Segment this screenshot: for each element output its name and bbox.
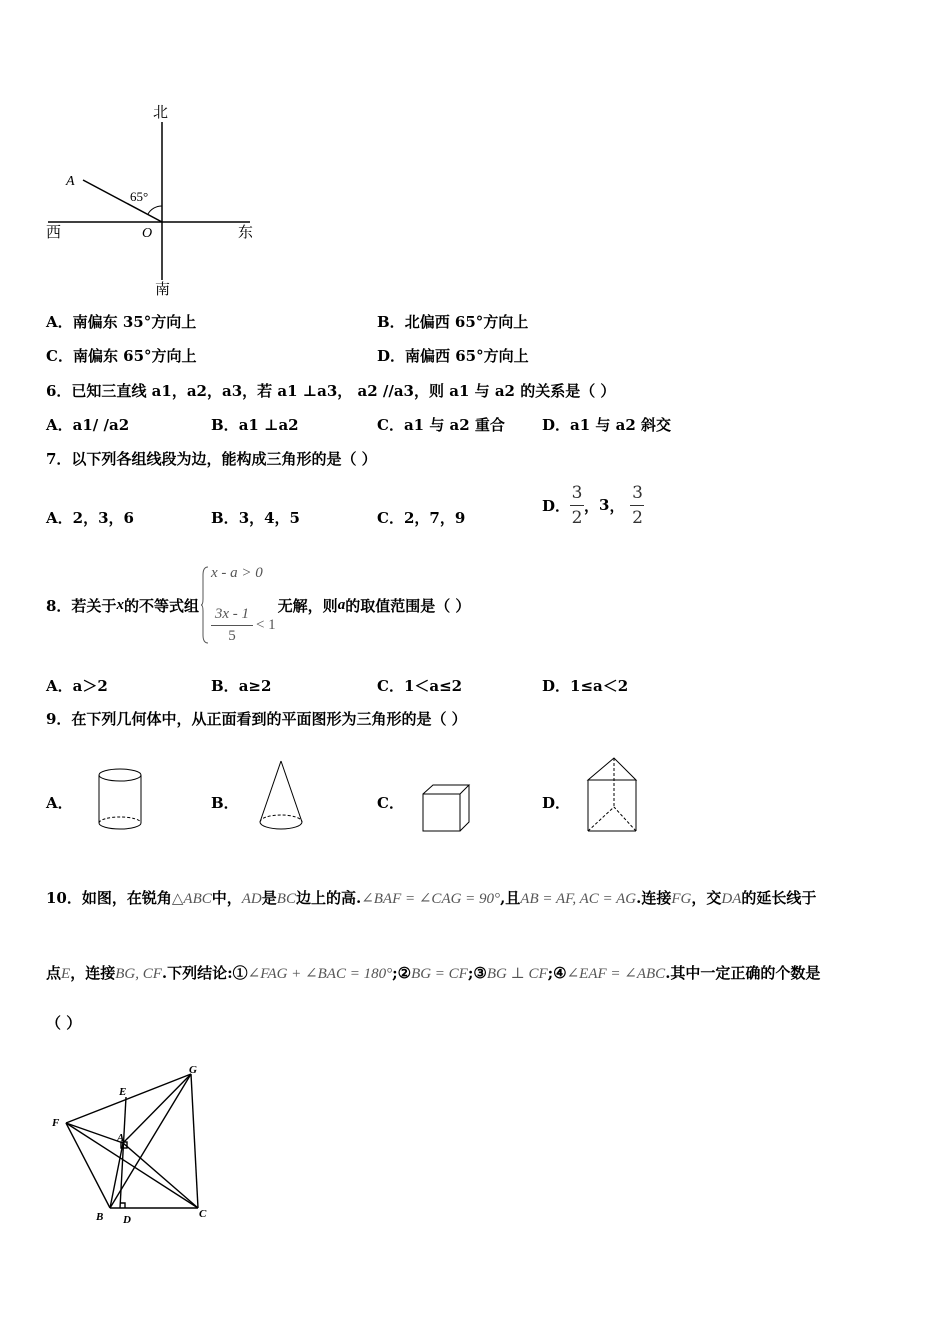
q9-option-b: B． xyxy=(211,794,239,812)
angle-label: 65° xyxy=(130,189,149,204)
q10-figure xyxy=(48,1060,218,1230)
q7-d-fraction-2: $\frac{3}{2}$ xyxy=(632,482,643,528)
q8-option-d: D．1≤a＜2 xyxy=(542,677,629,695)
label-a: A xyxy=(117,1132,125,1144)
inequality-system xyxy=(201,565,276,645)
west-label: 西 xyxy=(46,225,62,241)
inequality-2: $\frac{3x - 1}{5}$ < 1 xyxy=(211,606,276,645)
label-e: E xyxy=(119,1086,127,1098)
q9-stem: 9．在下列几何体中，从正面看到的平面图形为三角形的是（ ） xyxy=(46,710,467,728)
label-c: C xyxy=(199,1208,207,1220)
q7-stem: 7．以下列各组线段为边，能构成三角形的是（ ） xyxy=(46,450,377,468)
prism-icon xyxy=(585,755,639,835)
origin-label: O xyxy=(142,226,153,241)
q9-option-c: C． xyxy=(377,794,404,812)
q6-option-a: A．a1/ /a2 xyxy=(46,416,130,434)
q8-stem: 8．若关于 x 的不等式组 x - a > 0 $\frac{3x - 1}{5}$ < 1 无解，则 a 的取值范围是（ ） xyxy=(46,565,471,644)
point-a-label: A xyxy=(66,174,75,189)
q8-option-a: A．a＞2 xyxy=(46,677,108,695)
brace-icon xyxy=(201,565,209,645)
cube-icon xyxy=(420,782,472,834)
q9-option-a: A． xyxy=(46,794,73,812)
inequality-1: x - a > 0 xyxy=(210,565,263,581)
q7-option-b: B．3，4，5 xyxy=(211,509,300,527)
north-label: 北 xyxy=(153,105,169,121)
q7-option-d: D． $\frac{3}{2}$ ， 3 ， $\frac{3}{2}$ xyxy=(542,482,643,528)
cylinder-icon xyxy=(94,766,146,834)
east-label: 东 xyxy=(238,225,254,241)
q7-d-fraction-1: $\frac{3}{2}$ xyxy=(571,482,583,528)
ray-oa xyxy=(83,180,162,222)
angle-arc xyxy=(148,206,162,214)
q5-option-b: B．北偏西 65°方向上 xyxy=(377,313,529,331)
south-label: 南 xyxy=(155,282,171,298)
label-g: G xyxy=(189,1064,197,1076)
q7-option-c: C．2，7，9 xyxy=(377,509,466,527)
q5-option-c: C．南偏东 65°方向上 xyxy=(46,347,197,365)
q10-line-1: 10．如图，在锐角△ABC中，AD是BC边上的高.∠BAF = ∠CAG = 90°,且AB = AF, AC = AG.连接FG，交DA的延长线于 xyxy=(46,889,817,907)
label-f: F xyxy=(52,1117,60,1129)
q5-option-d: D．南偏西 65°方向上 xyxy=(377,347,529,365)
q7-option-a: A．2，3，6 xyxy=(46,509,134,527)
q6-option-b: B．a1 ⊥a2 xyxy=(211,416,299,434)
label-b: B xyxy=(96,1211,104,1223)
q6-option-c: C．a1 与 a2 重合 xyxy=(377,416,505,434)
q6-option-d: D．a1 与 a2 斜交 xyxy=(542,416,671,434)
q10-line-2: 点E，连接BG, CF.下列结论:①∠FAG + ∠BAC = 180°;②BG = CF;③BG ⊥ CF;④∠EAF = ∠ABC.其中一定正确的个数是 xyxy=(46,964,821,982)
q6-stem: 6．已知三直线 a1，a2，a3，若 a1 ⊥a3， a2 //a3，则 a1 与 a2 的关系是（ ） xyxy=(46,382,616,400)
q5-option-a: A．南偏东 35°方向上 xyxy=(46,313,197,331)
label-d: D xyxy=(123,1214,131,1226)
q8-option-b: B．a≥2 xyxy=(211,677,272,695)
cone-icon xyxy=(256,758,306,834)
compass-figure xyxy=(40,98,270,303)
q8-option-c: C．1＜a≤2 xyxy=(377,677,463,695)
q9-option-d: D． xyxy=(542,794,571,812)
q10-line-3: （ ） xyxy=(46,1014,82,1032)
